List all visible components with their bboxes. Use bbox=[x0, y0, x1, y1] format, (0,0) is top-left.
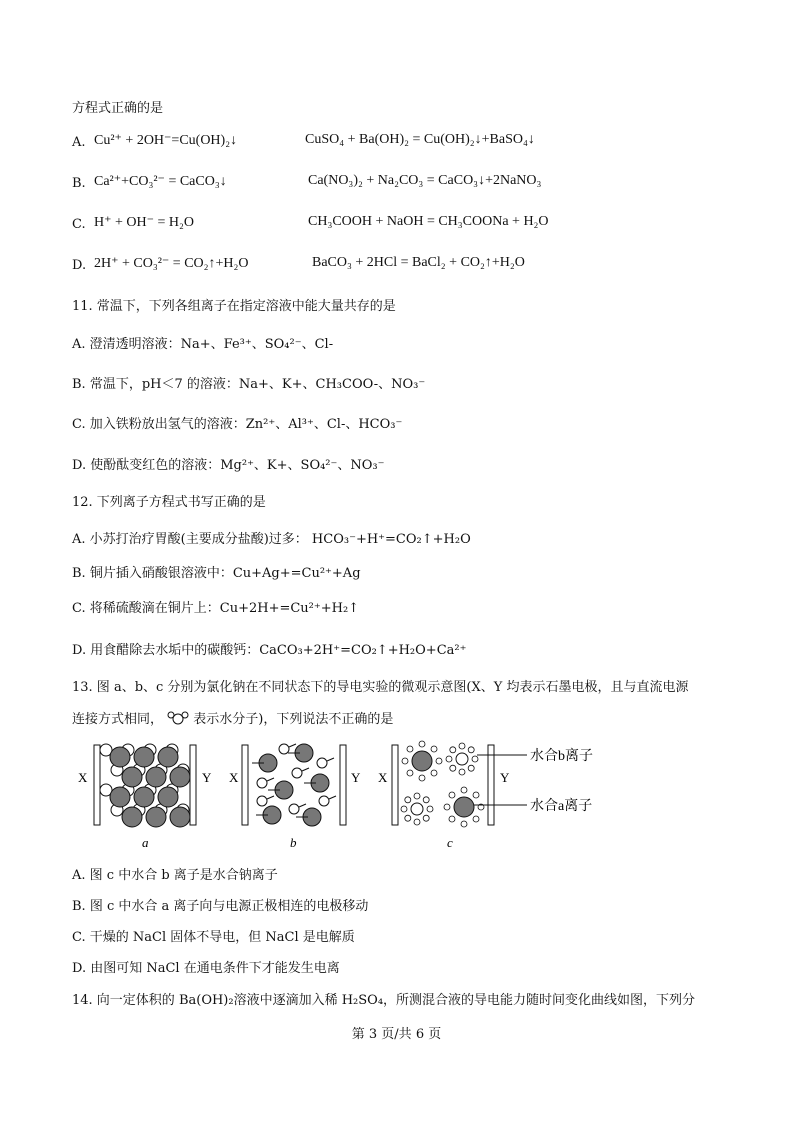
panel-c bbox=[378, 741, 593, 850]
hydrated-ions bbox=[401, 741, 484, 827]
large-ion bbox=[146, 767, 166, 787]
q11-option-c: C. 加入铁粉放出氢气的溶液：Zn²⁺、Al³⁺、Cl-、HCO₃⁻ bbox=[72, 417, 403, 432]
chemical-equation: Ca(NO₃)₂ + Na₂CO₃ = CaCO₃↓+2NaNO₃ bbox=[308, 173, 542, 188]
panel-b bbox=[229, 744, 361, 850]
water-molecule bbox=[431, 746, 437, 752]
q13-stem-line2 bbox=[72, 708, 393, 727]
electrode-y bbox=[190, 745, 196, 825]
chemical-equation: BaCO₃ + 2HCl = BaCl₂ + CO₂↑+H₂O bbox=[312, 255, 525, 270]
panel-label: a bbox=[142, 835, 149, 850]
water-molecule bbox=[407, 746, 413, 752]
large-ion bbox=[158, 747, 178, 767]
electrode-x-label: X bbox=[378, 770, 388, 785]
water-molecule bbox=[427, 806, 433, 812]
electrode-y bbox=[488, 745, 494, 825]
water-molecule bbox=[450, 747, 456, 753]
q13-stem-pre: 连接方式相同， bbox=[72, 712, 164, 727]
small-ion bbox=[456, 753, 468, 765]
q13-stem-post: 表示水分子)，下列说法不正确的是 bbox=[193, 712, 394, 727]
option-letter: D. bbox=[72, 258, 87, 273]
small-ion bbox=[411, 803, 423, 815]
chemical-equation: CH₃COOH + NaOH = CH₃COONa + H₂O bbox=[308, 214, 549, 229]
q13-option-d: D. 由图可知 NaCl 在通电条件下才能发生电离 bbox=[72, 961, 340, 976]
small-ion bbox=[257, 778, 267, 788]
water-molecule bbox=[459, 743, 465, 749]
large-ion bbox=[158, 787, 178, 807]
migration-arrow bbox=[299, 804, 306, 807]
electrode-y-label: Y bbox=[202, 770, 212, 785]
q12-option-d: D. 用食醋除去水垢中的碳酸钙：CaCO₃+2H⁺=CO₂↑+H₂O+Ca²⁺ bbox=[72, 643, 467, 658]
small-ion bbox=[319, 796, 329, 806]
molten-ions bbox=[252, 744, 336, 826]
electrode-y bbox=[340, 745, 346, 825]
callout-hydrated-a: 水合a离子 bbox=[530, 799, 593, 814]
small-ion bbox=[292, 768, 302, 778]
water-molecule bbox=[461, 821, 467, 827]
water-molecule bbox=[419, 775, 425, 781]
chemical-equation: CuSO₄ + Ba(OH)₂ = Cu(OH)₂↓+BaSO₄↓ bbox=[305, 132, 535, 147]
electrode-x bbox=[242, 745, 248, 825]
large-ion bbox=[412, 751, 432, 771]
large-ion bbox=[110, 747, 130, 767]
large-ion bbox=[134, 787, 154, 807]
nacl-crystal-lattice bbox=[100, 744, 190, 827]
q10-option-a bbox=[72, 132, 535, 150]
electrode-x-label: X bbox=[78, 770, 88, 785]
migration-arrow bbox=[267, 796, 274, 799]
q13-option-c: C. 干燥的 NaCl 固体不导电，但 NaCl 是电解质 bbox=[72, 930, 355, 945]
large-ion bbox=[122, 807, 142, 827]
water-molecule bbox=[423, 815, 429, 821]
water-molecule bbox=[472, 756, 478, 762]
water-molecule bbox=[401, 806, 407, 812]
water-molecule bbox=[446, 756, 452, 762]
ionic-equation: Ca²⁺+CO₃²⁻ = CaCO₃↓ bbox=[94, 174, 227, 189]
water-molecule bbox=[459, 769, 465, 775]
water-molecule bbox=[405, 815, 411, 821]
large-ion bbox=[454, 797, 474, 817]
large-ion bbox=[110, 787, 130, 807]
ionic-equation: 2H⁺ + CO₃²⁻ = CO₂↑+H₂O bbox=[94, 256, 249, 271]
q11-option-b: B. 常温下，pH＜7 的溶液：Na+、K+、CH₃COO-、NO₃⁻ bbox=[72, 377, 426, 392]
large-ion bbox=[170, 807, 190, 827]
water-molecule bbox=[407, 770, 413, 776]
migration-arrow bbox=[289, 744, 296, 747]
q12-option-a: A. 小苏打治疗胃酸(主要成分盐酸)过多： HCO₃⁻+H⁺=CO₂↑+H₂O bbox=[72, 532, 471, 547]
question-continuation: 方程式正确的是 bbox=[72, 101, 164, 116]
electrode-y-label: Y bbox=[500, 770, 510, 785]
q13-option-b: B. 图 c 中水合 a 离子向与电源正极相连的电极移动 bbox=[72, 899, 369, 914]
water-molecule bbox=[473, 792, 479, 798]
q13-figure bbox=[72, 735, 732, 855]
electrode-y-label: Y bbox=[351, 770, 361, 785]
migration-arrow bbox=[267, 778, 274, 781]
q10-option-c bbox=[72, 214, 549, 232]
water-molecule bbox=[402, 758, 408, 764]
water-molecule bbox=[423, 797, 429, 803]
water-molecule bbox=[431, 770, 437, 776]
option-letter: C. bbox=[72, 217, 86, 232]
water-molecule bbox=[436, 758, 442, 764]
ionic-equation: H⁺ + OH⁻ = H₂O bbox=[94, 215, 195, 230]
page-footer: 第 3 页/共 6 页 bbox=[351, 1027, 442, 1042]
q14-stem: 14. 向一定体积的 Ba(OH)₂溶液中逐滴加入稀 H₂SO₄，所测混合液的导电能力随时间变化曲线如图，下列分 bbox=[72, 993, 696, 1008]
panel-label: c bbox=[447, 835, 453, 850]
large-ion bbox=[146, 807, 166, 827]
panel-label: b bbox=[290, 835, 297, 850]
panel-a bbox=[78, 744, 212, 850]
option-letter: B. bbox=[72, 176, 86, 191]
callout-hydrated-b: 水合b离子 bbox=[530, 749, 593, 764]
q12-option-b: B. 铜片插入硝酸银溶液中：Cu+Ag+=Cu²⁺+Ag bbox=[72, 566, 361, 581]
electrode-x-label: X bbox=[229, 770, 239, 785]
q13-stem-line1: 13. 图 a、b、c 分别为氯化钠在不同状态下的导电实验的微观示意图(X、Y 均表示石墨电极，且与直流电源 bbox=[72, 680, 689, 695]
small-ion bbox=[279, 744, 289, 754]
electrode-x bbox=[94, 745, 100, 825]
water-molecule bbox=[405, 797, 411, 803]
water-molecule bbox=[449, 816, 455, 822]
water-molecule bbox=[449, 792, 455, 798]
q12-option-c: C. 将稀硫酸滴在铜片上：Cu+2H+=Cu²⁺+H₂↑ bbox=[72, 601, 360, 616]
q11-option-a: A. 澄清透明溶液：Na+、Fe³⁺、SO₄²⁻、Cl- bbox=[72, 337, 334, 352]
large-ion bbox=[170, 767, 190, 787]
water-molecule bbox=[473, 816, 479, 822]
water-molecule bbox=[444, 804, 450, 810]
water-molecule bbox=[450, 765, 456, 771]
small-ion bbox=[317, 758, 327, 768]
water-molecule bbox=[414, 819, 420, 825]
electrode-x bbox=[392, 745, 398, 825]
q10-option-b bbox=[72, 173, 542, 191]
large-ion bbox=[122, 767, 142, 787]
water-molecule bbox=[461, 787, 467, 793]
q12-stem: 12. 下列离子方程式书写正确的是 bbox=[72, 495, 266, 510]
water-molecule bbox=[468, 765, 474, 771]
option-letter: A. bbox=[72, 135, 86, 150]
ionic-equation: Cu²⁺ + 2OH⁻=Cu(OH)₂↓ bbox=[94, 133, 238, 148]
q10-option-d bbox=[72, 255, 525, 273]
small-ion bbox=[257, 796, 267, 806]
small-ion bbox=[289, 804, 299, 814]
migration-arrow bbox=[327, 758, 334, 761]
migration-arrow bbox=[329, 796, 336, 799]
water-molecule bbox=[468, 747, 474, 753]
migration-arrow bbox=[302, 768, 309, 771]
water-molecule bbox=[414, 793, 420, 799]
q13-option-a: A. 图 c 中水合 b 离子是水合钠离子 bbox=[72, 868, 278, 883]
water-molecule bbox=[419, 741, 425, 747]
large-ion bbox=[134, 747, 154, 767]
q11-stem: 11. 常温下，下列各组离子在指定溶液中能大量共存的是 bbox=[72, 299, 396, 314]
water-molecule-icon bbox=[167, 711, 189, 725]
q11-option-d: D. 使酚酞变红色的溶液：Mg²⁺、K+、SO₄²⁻、NO₃⁻ bbox=[72, 458, 385, 473]
